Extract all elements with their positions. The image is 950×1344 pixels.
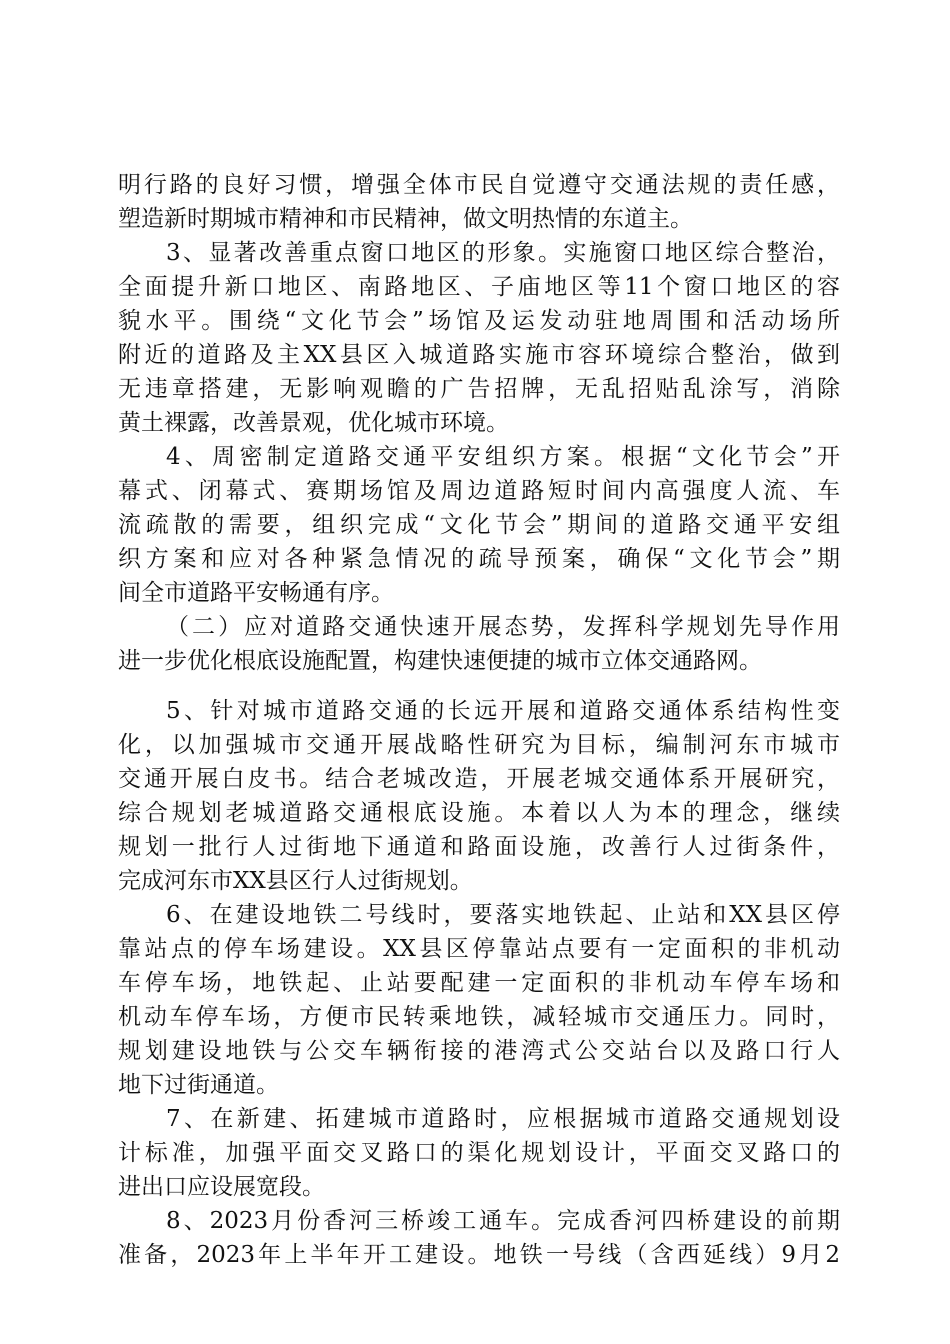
text-line: 貌水平。围绕“文化节会”场馆及运发动驻地周围和活动场所 bbox=[118, 308, 840, 334]
text-line: 全面提升新口地区、南路地区、子庙地区等11个窗口地区的容 bbox=[118, 274, 840, 300]
text-line: 综合规划老城道路交通根底设施。本着以人为本的理念，继续 bbox=[118, 800, 840, 826]
paragraph bbox=[118, 898, 840, 1102]
text-line: 车停车场，地铁起、止站要配建一定面积的非机动车停车场和 bbox=[118, 970, 840, 996]
paragraph bbox=[118, 236, 840, 440]
text-line: （二）应对道路交通快速开展态势，发挥科学规划先导作用 bbox=[166, 614, 840, 640]
text-line: 4、周密制定道路交通平安组织方案。根据“文化节会”开 bbox=[166, 444, 840, 470]
text-line: 进出口应设展宽段。 bbox=[118, 1174, 325, 1200]
text-line: 间全市道路平安畅通有序。 bbox=[118, 580, 394, 606]
text-line: 化，以加强城市交通开展战略性研究为目标，编制河东市城市 bbox=[118, 732, 840, 758]
paragraph bbox=[118, 440, 840, 610]
text-line: 明行路的良好习惯，增强全体市民自觉遵守交通法规的责任感， bbox=[118, 172, 840, 198]
text-line: 幕式、闭幕式、赛期场馆及周边道路短时间内高强度人流、车 bbox=[118, 478, 840, 504]
text-line: 附近的道路及主XX县区入城道路实施市容环境综合整治，做到 bbox=[118, 342, 840, 368]
text-line: 计标准，加强平面交叉路口的渠化规划设计，平面交叉路口的 bbox=[118, 1140, 840, 1166]
text-line: 无违章搭建，无影响观瞻的广告招牌，无乱招贴乱涂写，消除 bbox=[118, 376, 840, 402]
text-line: 8、2023月份香河三桥竣工通车。完成香河四桥建设的前期 bbox=[166, 1208, 840, 1234]
text-line: 完成河东市XX县区行人过街规划。 bbox=[118, 868, 473, 894]
text-line: 7、在新建、拓建城市道路时，应根据城市道路交通规划设 bbox=[166, 1106, 840, 1132]
paragraph bbox=[118, 694, 840, 898]
text-line: 地下过街通道。 bbox=[118, 1072, 279, 1098]
text-line: 黄土裸露，改善景观，优化城市环境。 bbox=[118, 410, 509, 436]
text-block-bottom bbox=[118, 694, 840, 1272]
paragraph bbox=[118, 1102, 840, 1204]
text-line: 准备，2023年上半年开工建设。地铁一号线（含西延线）9月2 bbox=[118, 1242, 840, 1268]
paragraph bbox=[118, 168, 840, 236]
text-block-top bbox=[118, 168, 840, 678]
text-line: 织方案和应对各种紧急情况的疏导预案，确保“文化节会”期 bbox=[118, 546, 840, 572]
paragraph bbox=[118, 610, 840, 678]
text-line: 流疏散的需要，组织完成“文化节会”期间的道路交通平安组 bbox=[118, 512, 840, 538]
text-line: 塑造新时期城市精神和市民精神，做文明热情的东道主。 bbox=[118, 206, 693, 232]
text-line: 6、在建设地铁二号线时，要落实地铁起、止站和XX县区停 bbox=[166, 902, 840, 928]
text-line: 机动车停车场，方便市民转乘地铁，减轻城市交通压力。同时， bbox=[118, 1004, 840, 1030]
text-line: 交通开展白皮书。结合老城改造，开展老城交通体系开展研究， bbox=[118, 766, 840, 792]
text-line: 5、针对城市道路交通的长远开展和道路交通体系结构性变 bbox=[166, 698, 840, 724]
text-line: 进一步优化根底设施配置，构建快速便捷的城市立体交通路网。 bbox=[118, 648, 762, 674]
paragraph bbox=[118, 1204, 840, 1272]
text-line: 3、显著改善重点窗口地区的形象。实施窗口地区综合整治， bbox=[166, 240, 840, 266]
text-line: 规划一批行人过街地下通道和路面设施，改善行人过街条件， bbox=[118, 834, 840, 860]
text-line: 规划建设地铁与公交车辆衔接的港湾式公交站台以及路口行人 bbox=[118, 1038, 840, 1064]
text-line: 靠站点的停车场建设。XX县区停靠站点要有一定面积的非机动 bbox=[118, 936, 840, 962]
